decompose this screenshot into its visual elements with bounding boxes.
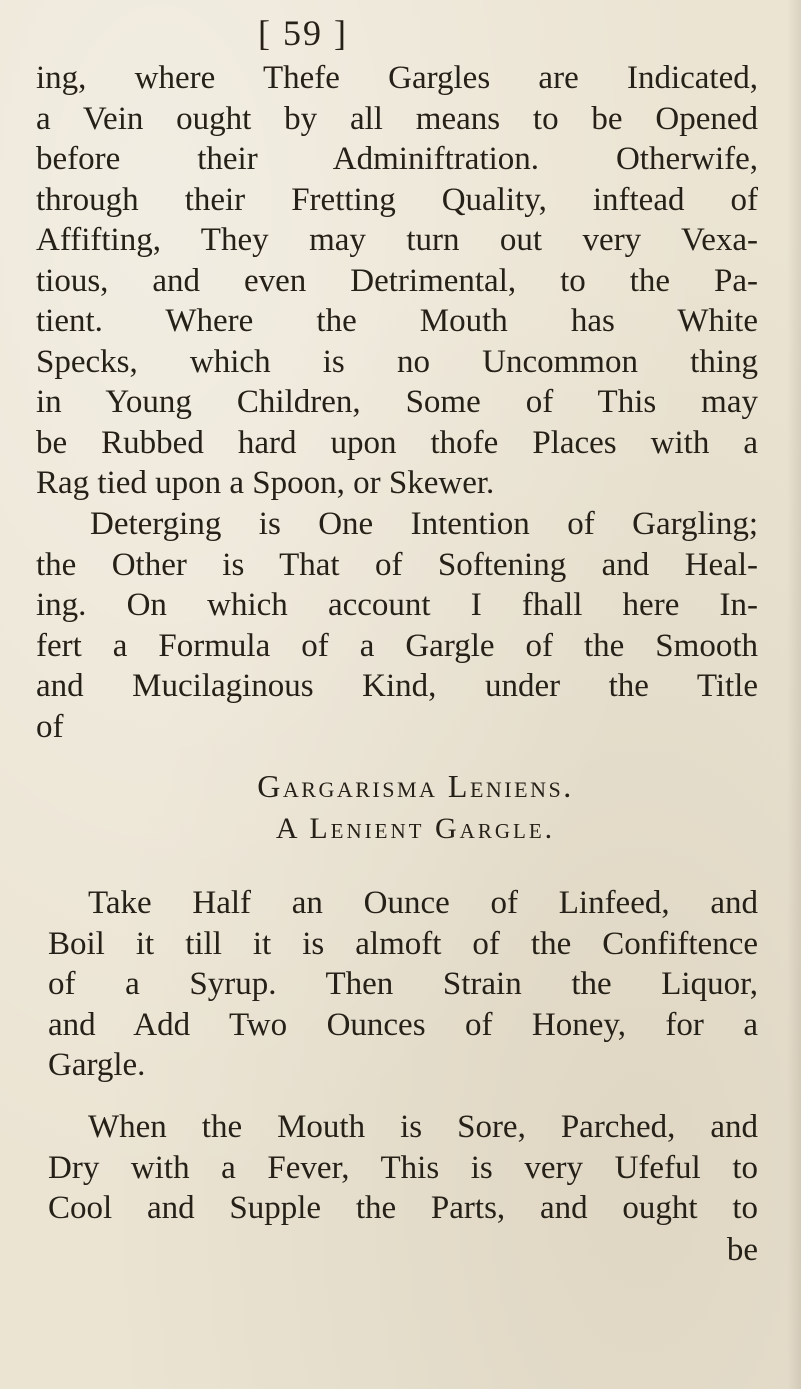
recipe-title-latin: Gargarisma Leniens.	[257, 768, 574, 804]
text-line: in Young Children, Some of This may	[36, 384, 758, 420]
page-edge-shadow	[787, 0, 801, 1389]
text-line: ing. On which account I fhall here In-	[36, 587, 758, 623]
text-line: a Vein ought by all means to be Opened	[36, 100, 758, 137]
text-line: through their Fretting Quality, inftead of	[36, 181, 758, 218]
text-line: Specks, which is no Uncommon thing	[36, 343, 758, 380]
page-number: [ 59 ]	[258, 13, 348, 53]
text-line: Gargle.	[48, 1047, 146, 1083]
text-line: of	[36, 708, 64, 745]
text-line: Affifting, They may turn out very Vexa-	[36, 222, 758, 258]
recipe-title-english: A Lenient Gargle.	[275, 812, 556, 845]
catchword: be	[726, 1232, 758, 1268]
text-line: Boil it till it is almoft of the Confiftence	[48, 925, 758, 962]
text-line: fert a Formula of a Gargle of the Smooth	[36, 627, 758, 664]
paragraph-recipe	[48, 883, 758, 1086]
paragraph-continuation	[36, 58, 758, 504]
text-line: tious, and even Detrimental, to the Pa-	[36, 262, 758, 299]
text-line: Take Half an Ounce of Linfeed, and	[88, 885, 758, 921]
text-line: tient. Where the Mouth has White	[36, 303, 758, 339]
text-line: be Rubbed hard upon thofe Places with a	[36, 424, 758, 461]
text-line: When the Mouth is Sore, Parched, and	[88, 1109, 758, 1145]
text-line: the Other is That of Softening and Heal-	[36, 546, 758, 583]
text-line: Deterging is One Intention of Gargling;	[90, 506, 758, 542]
text-line: Dry with a Fever, This is very Ufeful to	[48, 1149, 758, 1186]
paragraph-deterging	[36, 504, 758, 747]
paragraph-sore-mouth	[48, 1107, 758, 1229]
text-line: and Add Two Ounces of Honey, for a	[48, 1006, 758, 1043]
text-line: before their Adminiftration. Otherwife,	[36, 141, 758, 177]
text-line: of a Syrup. Then Strain the Liquor,	[48, 966, 758, 1002]
text-line: Cool and Supple the Parts, and ought to	[48, 1190, 758, 1226]
text-line: ing, where Thefe Gargles are Indicated,	[36, 60, 758, 96]
catchword-block	[48, 1230, 758, 1271]
text-line: Rag tied upon a Spoon, or Skewer.	[36, 465, 495, 501]
text-line: and Mucilaginous Kind, under the Title	[36, 668, 758, 704]
